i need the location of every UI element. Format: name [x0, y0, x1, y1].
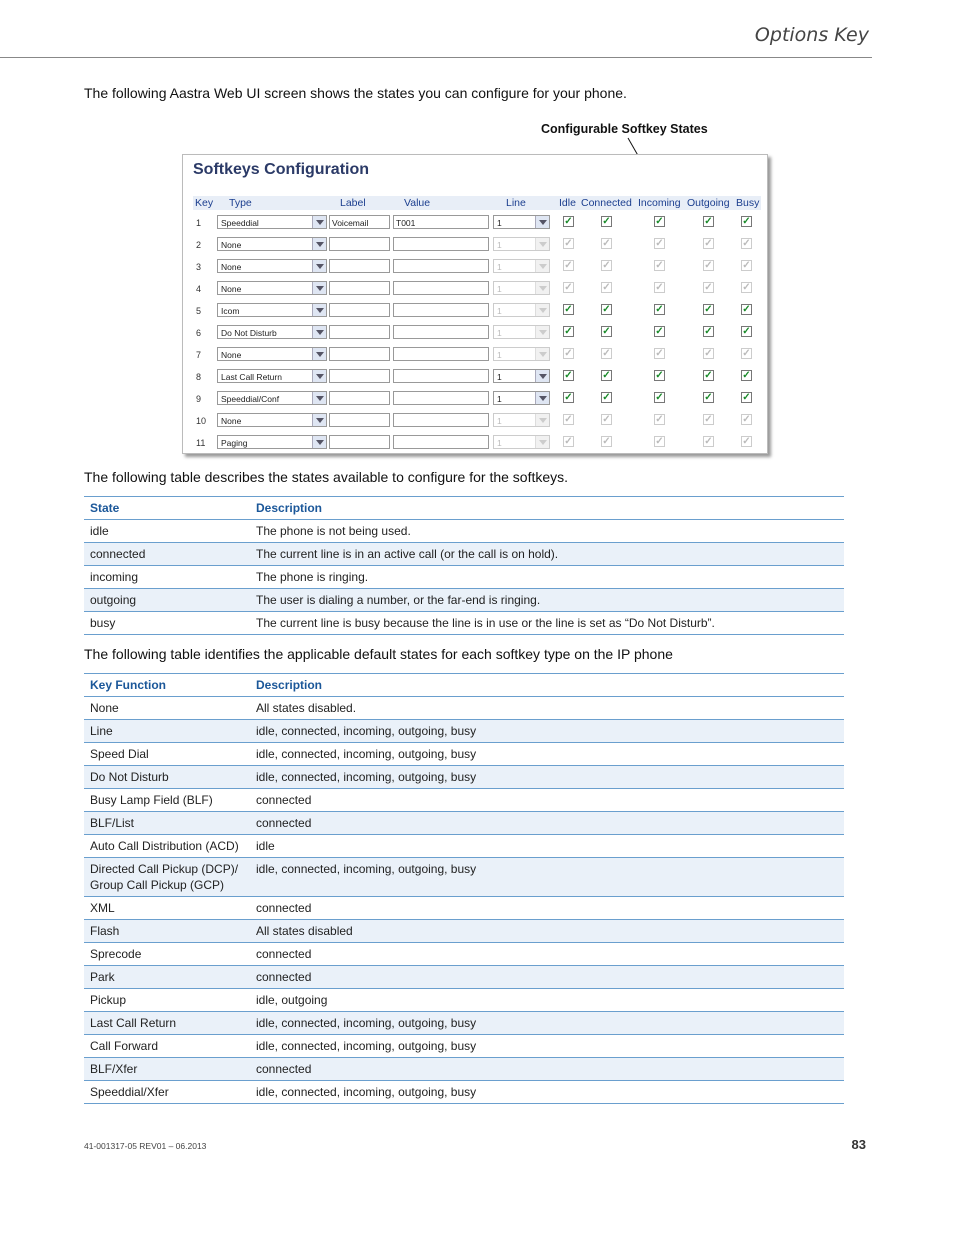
- states-intro: The following table describes the states available to configure for the softkeys.: [84, 469, 569, 485]
- page-header-title: Options Key: [754, 24, 869, 46]
- softkey-line-value: 1: [497, 284, 502, 294]
- col-type: Type: [229, 197, 252, 209]
- default-row-name: Line: [84, 720, 250, 743]
- defaults-header-key-function: Key Function: [84, 674, 250, 697]
- state-connected-checkbox[interactable]: ✓: [602, 260, 611, 271]
- state-row-name: idle: [84, 520, 250, 543]
- softkey-value-input[interactable]: [393, 303, 489, 317]
- softkey-key-number: 8: [196, 372, 202, 382]
- softkey-line-select[interactable]: [493, 303, 550, 317]
- softkey-line-value: 1: [497, 262, 502, 272]
- softkey-type-value: None: [221, 284, 242, 294]
- state-incoming-checkbox[interactable]: ✓: [655, 348, 664, 359]
- softkeys-screenshot: [182, 154, 768, 454]
- softkey-type-select[interactable]: [217, 369, 327, 383]
- state-row-name: connected: [84, 543, 250, 566]
- softkey-label-input[interactable]: Voicemail: [329, 215, 390, 229]
- states-table: [84, 496, 844, 635]
- callout-label: Configurable Softkey States: [541, 122, 708, 136]
- softkey-value-input[interactable]: [393, 391, 489, 405]
- state-busy-checkbox[interactable]: ✓: [742, 392, 751, 403]
- default-row: [84, 789, 844, 812]
- default-row: [84, 943, 844, 966]
- state-row-name: incoming: [84, 566, 250, 589]
- footer-doc-id: 41-001317-05 REV01 – 06.2013: [84, 1141, 207, 1151]
- softkey-type-value: Icom: [221, 306, 240, 316]
- default-row-description: connected: [250, 812, 844, 835]
- state-idle-checkbox[interactable]: ✓: [564, 414, 573, 425]
- default-row-description: idle, connected, incoming, outgoing, busy: [250, 1012, 844, 1035]
- chevron-down-icon: [535, 392, 549, 404]
- softkey-line-value: 1: [497, 328, 502, 338]
- default-row-name: Last Call Return: [84, 1012, 250, 1035]
- state-busy-checkbox[interactable]: ✓: [742, 216, 751, 227]
- state-incoming-checkbox[interactable]: ✓: [655, 392, 664, 403]
- default-row-description: idle, connected, incoming, outgoing, busy: [250, 858, 844, 897]
- state-incoming-checkbox[interactable]: ✓: [655, 216, 664, 227]
- col-key: Key: [195, 197, 214, 209]
- default-row: [84, 766, 844, 789]
- col-outgoing: Outgoing: [687, 197, 730, 209]
- softkey-value-input[interactable]: [393, 369, 489, 383]
- chevron-down-icon: [535, 370, 549, 382]
- default-row-description: idle, outgoing: [250, 989, 844, 1012]
- default-row-description: connected: [250, 966, 844, 989]
- softkey-line-value: 1: [497, 372, 502, 382]
- softkey-label-input[interactable]: [329, 237, 390, 251]
- state-outgoing-checkbox[interactable]: ✓: [704, 304, 713, 315]
- default-row-description: idle, connected, incoming, outgoing, busy: [250, 766, 844, 789]
- state-outgoing-checkbox[interactable]: ✓: [704, 370, 713, 381]
- chevron-down-icon: [312, 326, 326, 338]
- default-row-description: connected: [250, 1058, 844, 1081]
- default-row-name: Busy Lamp Field (BLF): [84, 789, 250, 812]
- softkey-type-select[interactable]: [217, 237, 327, 251]
- softkey-value-input[interactable]: [393, 347, 489, 361]
- softkey-type-value: Speeddial/Conf: [221, 394, 280, 404]
- col-line: Line: [506, 197, 526, 209]
- default-row: [84, 920, 844, 943]
- softkey-row: [183, 257, 767, 279]
- chevron-down-icon: [312, 348, 326, 360]
- softkey-label-input[interactable]: [329, 391, 390, 405]
- state-connected-checkbox[interactable]: ✓: [602, 238, 611, 249]
- state-outgoing-checkbox[interactable]: ✓: [704, 238, 713, 249]
- softkey-row: [183, 323, 767, 345]
- defaults-intro: The following table identifies the applicable default states for each softkey type on the IP phone: [84, 646, 673, 662]
- chevron-down-icon: [535, 216, 549, 228]
- softkey-type-select[interactable]: [217, 413, 327, 427]
- softkey-line-select[interactable]: [493, 281, 550, 295]
- softkey-line-value: 1: [497, 416, 502, 426]
- state-idle-checkbox[interactable]: ✓: [564, 216, 573, 227]
- softkey-type-select[interactable]: [217, 325, 327, 339]
- header-divider: [0, 57, 872, 58]
- default-row-name: Directed Call Pickup (DCP)/ Group Call Pickup (GCP): [84, 858, 250, 897]
- softkey-key-number: 2: [196, 240, 202, 250]
- default-row-name: Call Forward: [84, 1035, 250, 1058]
- state-busy-checkbox[interactable]: ✓: [742, 414, 751, 425]
- chevron-down-icon: [312, 238, 326, 250]
- softkey-label-input[interactable]: [329, 413, 390, 427]
- softkey-row: [183, 367, 767, 389]
- col-connected: Connected: [581, 197, 632, 209]
- softkey-key-number: 4: [196, 284, 202, 294]
- state-idle-checkbox[interactable]: ✓: [564, 304, 573, 315]
- chevron-down-icon: [312, 282, 326, 294]
- state-idle-checkbox[interactable]: ✓: [564, 370, 573, 381]
- col-idle: Idle: [559, 197, 576, 209]
- softkey-type-select[interactable]: [217, 391, 327, 405]
- state-busy-checkbox[interactable]: ✓: [742, 348, 751, 359]
- state-row-name: outgoing: [84, 589, 250, 612]
- state-connected-checkbox[interactable]: ✓: [602, 304, 611, 315]
- softkey-type-value: Do Not Disturb: [221, 328, 277, 338]
- state-incoming-checkbox[interactable]: ✓: [655, 260, 664, 271]
- col-label: Label: [340, 197, 366, 209]
- chevron-down-icon: [535, 348, 549, 360]
- softkeys-header-row: [193, 196, 761, 210]
- softkey-line-select[interactable]: [493, 369, 550, 383]
- softkey-type-value: Last Call Return: [221, 372, 282, 382]
- chevron-down-icon: [312, 216, 326, 228]
- state-row: [84, 520, 844, 543]
- softkey-line-select[interactable]: [493, 347, 550, 361]
- chevron-down-icon: [312, 436, 326, 448]
- softkey-row: [183, 433, 767, 455]
- chevron-down-icon: [535, 414, 549, 426]
- default-row-name: XML: [84, 897, 250, 920]
- defaults-table: [84, 673, 844, 1104]
- softkey-value-input[interactable]: [393, 325, 489, 339]
- default-row-description: All states disabled: [250, 920, 844, 943]
- state-row: [84, 543, 844, 566]
- state-incoming-checkbox[interactable]: ✓: [655, 436, 664, 447]
- states-header-description: Description: [250, 497, 844, 520]
- state-connected-checkbox[interactable]: ✓: [602, 436, 611, 447]
- default-row: [84, 720, 844, 743]
- softkey-type-select[interactable]: [217, 435, 327, 449]
- softkey-label-input[interactable]: [329, 281, 390, 295]
- state-row-description: The user is dialing a number, or the far-end is ringing.: [250, 589, 844, 612]
- softkey-line-select[interactable]: [493, 325, 550, 339]
- default-row-description: idle, connected, incoming, outgoing, busy: [250, 720, 844, 743]
- softkey-row: [183, 301, 767, 323]
- softkey-key-number: 11: [196, 438, 206, 448]
- softkey-key-number: 1: [196, 218, 202, 228]
- states-header-state: State: [84, 497, 250, 520]
- default-row: [84, 966, 844, 989]
- default-row: [84, 1012, 844, 1035]
- default-row: [84, 697, 844, 720]
- softkey-key-number: 9: [196, 394, 202, 404]
- state-incoming-checkbox[interactable]: ✓: [655, 304, 664, 315]
- state-connected-checkbox[interactable]: ✓: [602, 282, 611, 293]
- default-row-description: connected: [250, 897, 844, 920]
- default-row-name: BLF/Xfer: [84, 1058, 250, 1081]
- state-outgoing-checkbox[interactable]: ✓: [704, 392, 713, 403]
- state-incoming-checkbox[interactable]: ✓: [655, 238, 664, 249]
- chevron-down-icon: [312, 260, 326, 272]
- chevron-down-icon: [312, 370, 326, 382]
- chevron-down-icon: [312, 304, 326, 316]
- state-connected-checkbox[interactable]: ✓: [602, 392, 611, 403]
- softkey-key-number: 7: [196, 350, 202, 360]
- softkeys-title: Softkeys Configuration: [193, 161, 370, 178]
- state-outgoing-checkbox[interactable]: ✓: [704, 260, 713, 271]
- page-number: 83: [851, 1137, 866, 1152]
- default-row-name: Speeddial/Xfer: [84, 1081, 250, 1104]
- state-row-description: The phone is not being used.: [250, 520, 844, 543]
- state-busy-checkbox[interactable]: ✓: [742, 260, 751, 271]
- softkey-label-input[interactable]: [329, 259, 390, 273]
- softkey-row: [183, 235, 767, 257]
- chevron-down-icon: [535, 282, 549, 294]
- default-row-description: All states disabled.: [250, 697, 844, 720]
- softkey-value-input[interactable]: T001: [393, 215, 489, 229]
- default-row-description: idle, connected, incoming, outgoing, busy: [250, 743, 844, 766]
- default-row-name: Auto Call Distribution (ACD): [84, 835, 250, 858]
- softkey-line-value: 1: [497, 240, 502, 250]
- default-row-description: connected: [250, 943, 844, 966]
- softkey-type-value: None: [221, 240, 242, 250]
- col-value: Value: [404, 197, 431, 209]
- state-outgoing-checkbox[interactable]: ✓: [704, 436, 713, 447]
- default-row: [84, 812, 844, 835]
- softkey-label-input[interactable]: [329, 347, 390, 361]
- softkey-key-number: 3: [196, 262, 202, 272]
- state-row-description: The phone is ringing.: [250, 566, 844, 589]
- softkey-type-value: None: [221, 416, 242, 426]
- softkey-label-input[interactable]: [329, 303, 390, 317]
- state-idle-checkbox[interactable]: ✓: [564, 282, 573, 293]
- intro-paragraph: The following Aastra Web UI screen shows the states you can configure for your phone.: [84, 85, 627, 101]
- softkey-line-value: 1: [497, 350, 502, 360]
- softkey-line-select[interactable]: [493, 215, 550, 229]
- softkey-type-value: Speeddial: [221, 218, 259, 228]
- state-connected-checkbox[interactable]: ✓: [602, 326, 611, 337]
- col-incoming: Incoming: [638, 197, 681, 209]
- state-connected-checkbox[interactable]: ✓: [602, 348, 611, 359]
- state-incoming-checkbox[interactable]: ✓: [655, 282, 664, 293]
- state-row: [84, 566, 844, 589]
- state-idle-checkbox[interactable]: ✓: [564, 436, 573, 447]
- state-idle-checkbox[interactable]: ✓: [564, 348, 573, 359]
- softkey-type-select[interactable]: [217, 303, 327, 317]
- state-row: [84, 589, 844, 612]
- state-row-description: The current line is in an active call (or the call is on hold).: [250, 543, 844, 566]
- state-busy-checkbox[interactable]: ✓: [742, 370, 751, 381]
- state-busy-checkbox[interactable]: ✓: [742, 436, 751, 447]
- softkey-line-select[interactable]: [493, 237, 550, 251]
- default-row-description: idle, connected, incoming, outgoing, busy: [250, 1035, 844, 1058]
- softkey-value-input[interactable]: [393, 259, 489, 273]
- state-row-name: busy: [84, 612, 250, 635]
- state-outgoing-checkbox[interactable]: ✓: [704, 326, 713, 337]
- softkey-label-input[interactable]: [329, 435, 390, 449]
- state-idle-checkbox[interactable]: ✓: [564, 326, 573, 337]
- state-row-description: The current line is busy because the line is in use or the line is set as “Do Not Disturb”.: [250, 612, 844, 635]
- default-row-description: connected: [250, 789, 844, 812]
- state-connected-checkbox[interactable]: ✓: [602, 414, 611, 425]
- state-incoming-checkbox[interactable]: ✓: [655, 370, 664, 381]
- softkey-value-input[interactable]: [393, 435, 489, 449]
- default-row-name: Park: [84, 966, 250, 989]
- default-row-name: Sprecode: [84, 943, 250, 966]
- chevron-down-icon: [535, 260, 549, 272]
- softkey-value-input[interactable]: [393, 281, 489, 295]
- state-busy-checkbox[interactable]: ✓: [742, 304, 751, 315]
- state-outgoing-checkbox[interactable]: ✓: [704, 348, 713, 359]
- softkey-row: [183, 389, 767, 411]
- chevron-down-icon: [535, 238, 549, 250]
- state-incoming-checkbox[interactable]: ✓: [655, 414, 664, 425]
- softkey-type-select[interactable]: [217, 347, 327, 361]
- default-row: [84, 1081, 844, 1104]
- default-row-name: BLF/List: [84, 812, 250, 835]
- col-busy: Busy: [736, 197, 760, 209]
- softkey-type-select[interactable]: [217, 215, 327, 229]
- default-row-description: idle: [250, 835, 844, 858]
- state-incoming-checkbox[interactable]: ✓: [655, 326, 664, 337]
- softkey-line-select[interactable]: [493, 435, 550, 449]
- chevron-down-icon: [312, 392, 326, 404]
- default-row: [84, 743, 844, 766]
- default-row-name: None: [84, 697, 250, 720]
- defaults-header-description: Description: [250, 674, 844, 697]
- default-row-name: Do Not Disturb: [84, 766, 250, 789]
- softkey-type-select[interactable]: [217, 259, 327, 273]
- state-idle-checkbox[interactable]: ✓: [564, 238, 573, 249]
- default-row-name: Speed Dial: [84, 743, 250, 766]
- default-row: [84, 1058, 844, 1081]
- chevron-down-icon: [312, 414, 326, 426]
- state-busy-checkbox[interactable]: ✓: [742, 282, 751, 293]
- softkey-line-value: 1: [497, 218, 502, 228]
- default-row: [84, 835, 844, 858]
- softkey-line-select[interactable]: [493, 259, 550, 273]
- chevron-down-icon: [535, 304, 549, 316]
- default-row: [84, 858, 844, 897]
- state-idle-checkbox[interactable]: ✓: [564, 392, 573, 403]
- state-row: [84, 612, 844, 635]
- default-row-name: Flash: [84, 920, 250, 943]
- default-row: [84, 897, 844, 920]
- state-outgoing-checkbox[interactable]: ✓: [704, 216, 713, 227]
- default-row: [84, 989, 844, 1012]
- softkey-key-number: 6: [196, 328, 202, 338]
- softkey-type-value: None: [221, 262, 242, 272]
- softkey-line-value: 1: [497, 394, 502, 404]
- default-row-description: idle, connected, incoming, outgoing, busy: [250, 1081, 844, 1104]
- softkey-line-value: 1: [497, 306, 502, 316]
- softkey-row: [183, 345, 767, 367]
- softkey-row: [183, 213, 767, 235]
- state-connected-checkbox[interactable]: ✓: [602, 216, 611, 227]
- softkey-label-input[interactable]: [329, 369, 390, 383]
- default-row-name: Pickup: [84, 989, 250, 1012]
- softkey-key-number: 10: [196, 416, 207, 426]
- softkey-type-select[interactable]: [217, 281, 327, 295]
- softkey-row: [183, 411, 767, 433]
- state-busy-checkbox[interactable]: ✓: [742, 326, 751, 337]
- softkey-value-input[interactable]: [393, 237, 489, 251]
- state-outgoing-checkbox[interactable]: ✓: [704, 414, 713, 425]
- chevron-down-icon: [535, 436, 549, 448]
- softkey-row: [183, 279, 767, 301]
- state-idle-checkbox[interactable]: ✓: [564, 260, 573, 271]
- state-connected-checkbox[interactable]: ✓: [602, 370, 611, 381]
- softkey-label-input[interactable]: [329, 325, 390, 339]
- softkey-line-select[interactable]: [493, 413, 550, 427]
- softkey-key-number: 5: [196, 306, 202, 316]
- chevron-down-icon: [535, 326, 549, 338]
- softkey-line-select[interactable]: [493, 391, 550, 405]
- softkey-line-value: 1: [497, 438, 502, 448]
- softkey-value-input[interactable]: [393, 413, 489, 427]
- softkey-type-value: Paging: [221, 438, 248, 448]
- state-busy-checkbox[interactable]: ✓: [742, 238, 751, 249]
- softkey-type-value: None: [221, 350, 242, 360]
- state-outgoing-checkbox[interactable]: ✓: [704, 282, 713, 293]
- default-row: [84, 1035, 844, 1058]
